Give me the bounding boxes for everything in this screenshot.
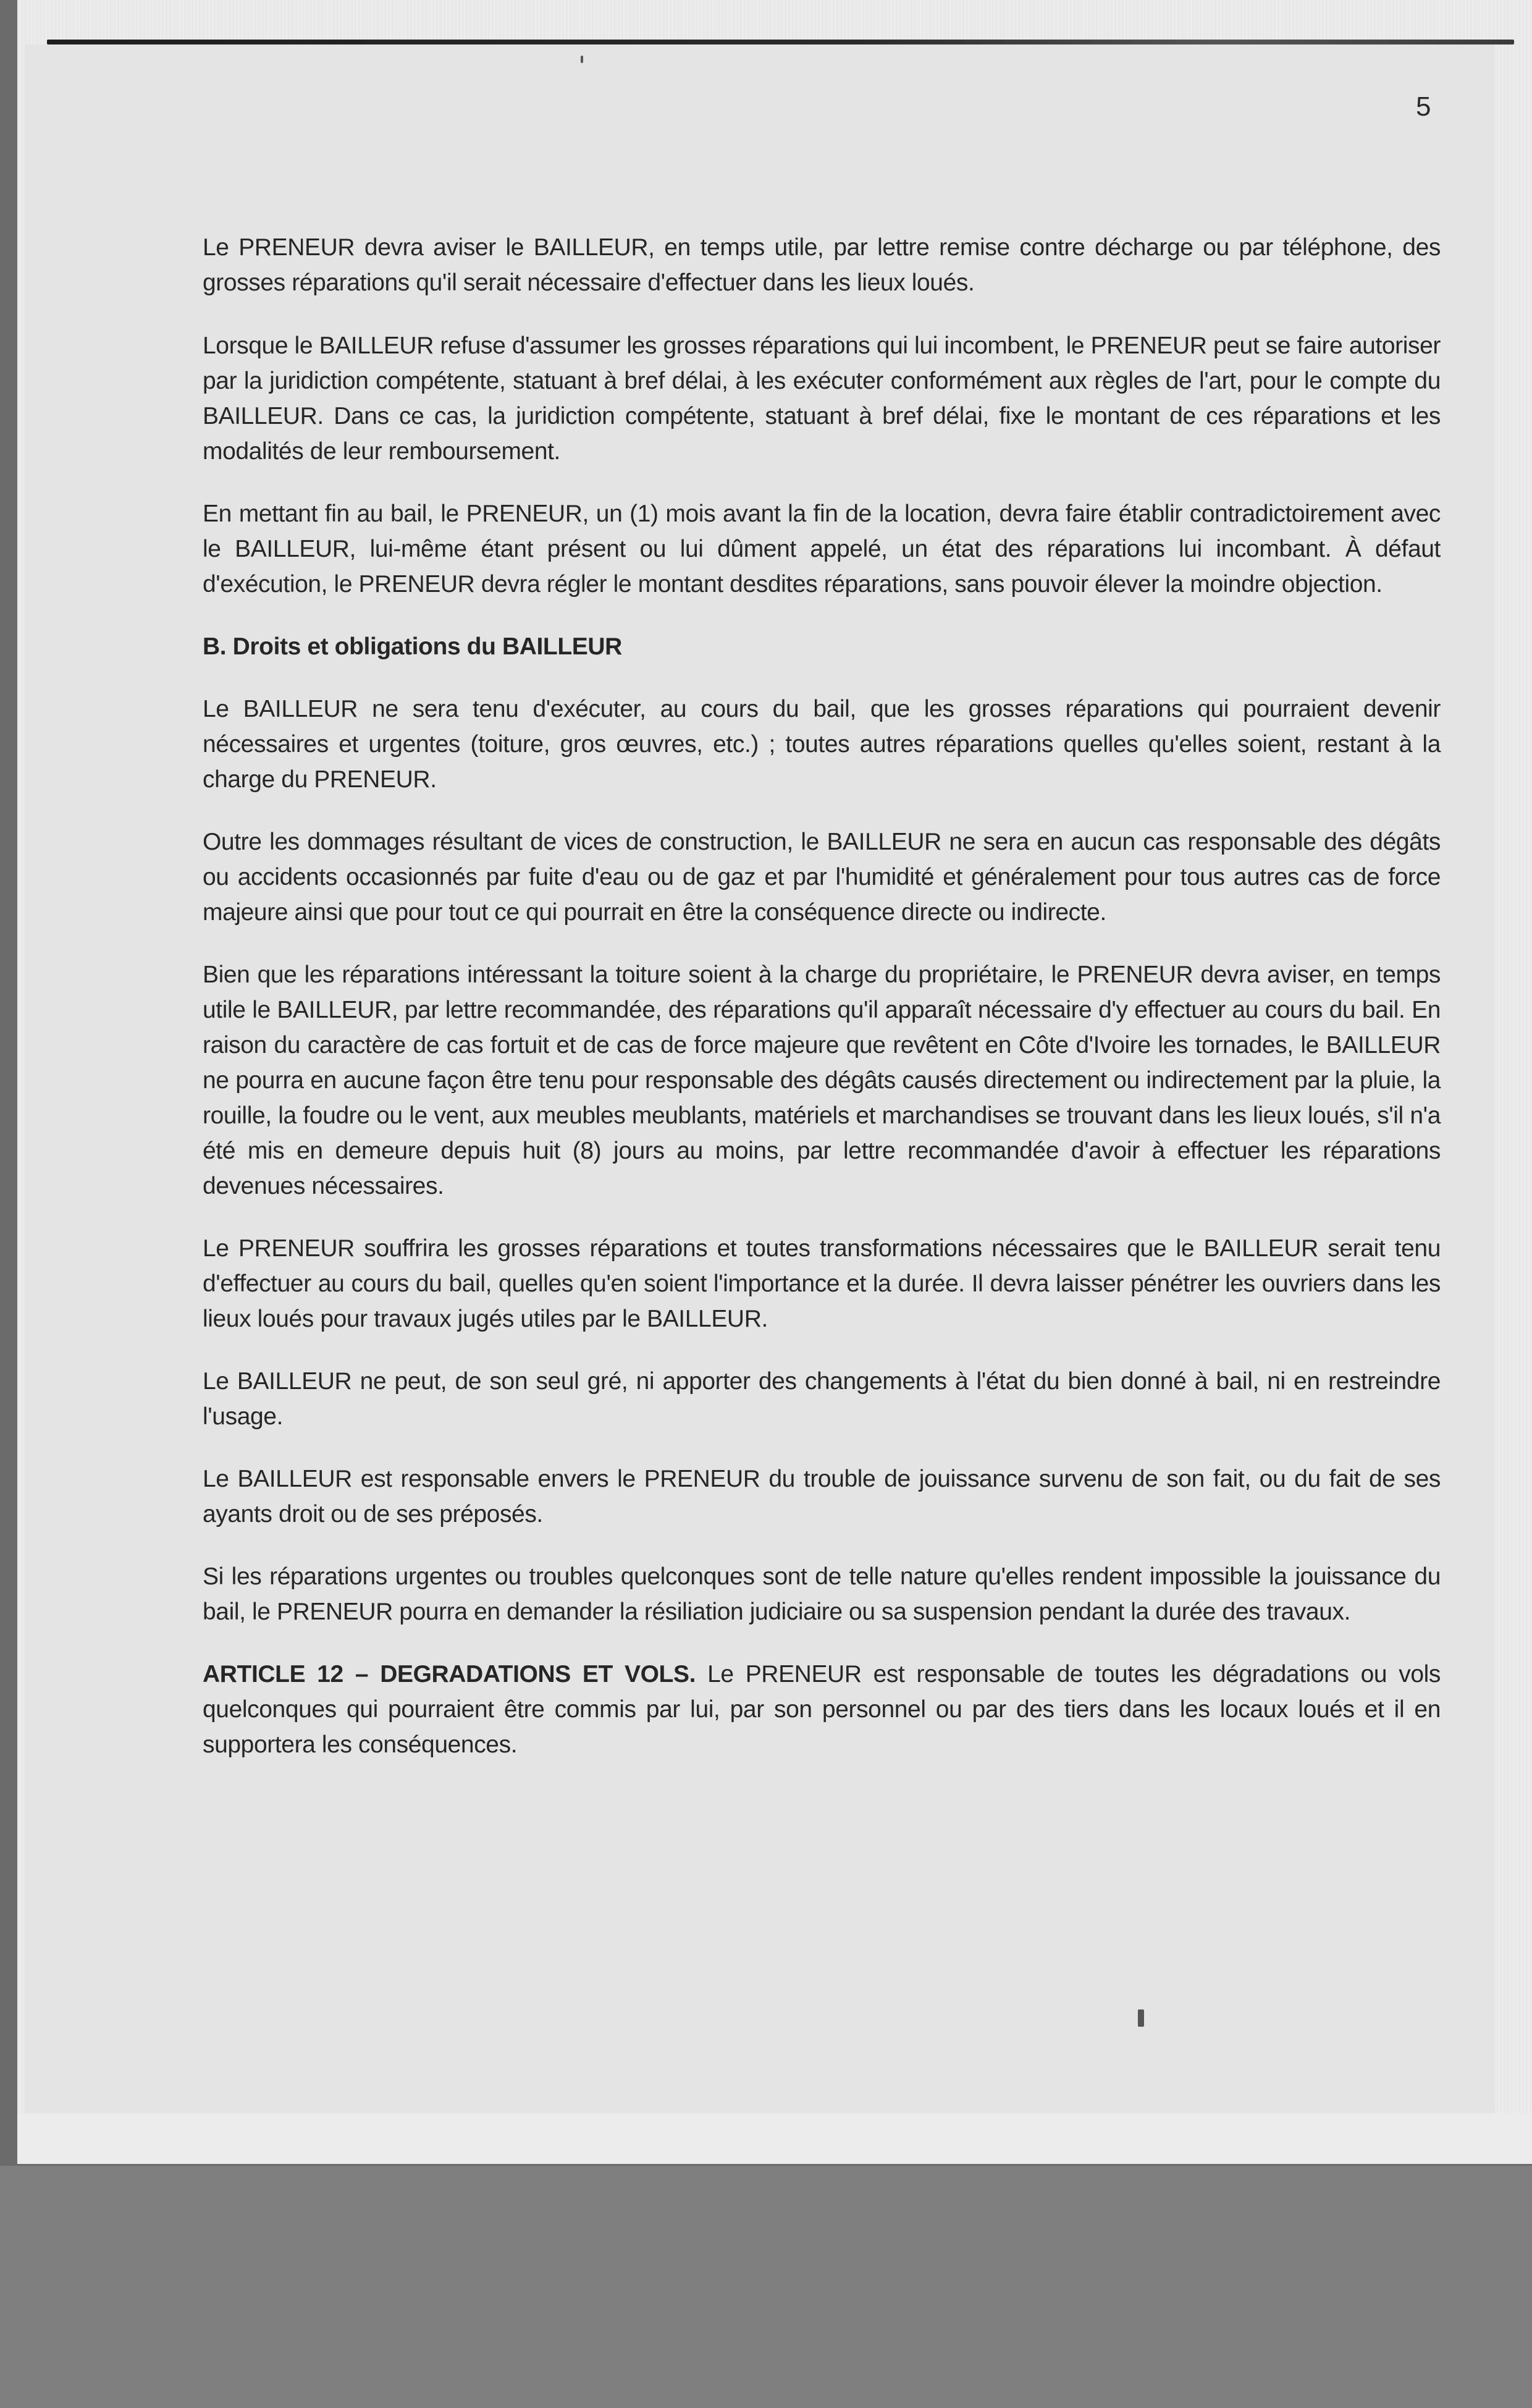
paragraph: Lorsque le BAILLEUR refuse d'assumer les grosses réparations qui lui incombent, le PRENEUR peut se faire autoriser par la juridiction compétente, statuant à bref délai, à les exécuter conformément aux règles de l'art, pour le compte du BAILLEUR. Dans ce cas, la juridiction compétente, statuant à bref délai, fixe le montant de ces réparations et les modalités de leur remboursement. xyxy=(203,332,1441,465)
paragraph: Si les réparations urgentes ou troubles quelconques sont de telle nature qu'elles rendent impossible la jouissance du bail, le PRENEUR pourra en demander la résiliation judiciaire ou sa suspension pendant la durée des travaux. xyxy=(203,1563,1441,1625)
paragraph: Le BAILLEUR ne peut, de son seul gré, ni apporter des changements à l'état du bien donné à bail, ni en restreindre l'usage. xyxy=(203,1368,1441,1430)
paragraph: Outre les dommages résultant de vices de construction, le BAILLEUR ne sera en aucun cas responsable des dégâts ou accidents occasionnés par fuite d'eau ou de gaz et par l'humidité et généralement pour tous autres cas de force majeure ainsi que pour tout ce qui pourrait en être la conséquence directe ou indirecte. xyxy=(203,829,1441,926)
scan-speck xyxy=(1138,2009,1144,2027)
scan-speck xyxy=(581,56,583,63)
paragraph: Le PRENEUR devra aviser le BAILLEUR, en temps utile, par lettre remise contre décharge ou par téléphone, des grosses réparations qu'il serait nécessaire d'effectuer dans les lieux loués. xyxy=(203,234,1441,296)
paragraph: Le BAILLEUR est responsable envers le PRENEUR du trouble de jouissance survenu de son fait, ou du fait de ses ayants droit ou de ses préposés. xyxy=(203,1466,1441,1527)
paragraph: En mettant fin au bail, le PRENEUR, un (1) mois avant la fin de la location, devra faire établir contradictoirement avec le BAILLEUR, lui-même étant présent ou lui dûment appelé, un état des réparations lui incombant. À défaut d'exécution, le PRENEUR devra régler le montant desdites réparations, sans pouvoir élever la moindre objection. xyxy=(203,501,1441,598)
section-heading: B. Droits et obligations du BAILLEUR xyxy=(203,633,622,660)
document-content xyxy=(203,230,1441,1789)
paragraph: Bien que les réparations intéressant la toiture soient à la charge du propriétaire, le PRENEUR devra aviser, en temps utile le BAILLEUR, par lettre recommandée, des réparations qu'il apparaît nécessaire d'y effectuer au cours du bail. En raison du caractère de cas fortuit et de cas de force majeure que revêtent en Côte d'Ivoire les tornades, le BAILLEUR ne pourra en aucune façon être tenu pour responsable des dégâts causés directement ou indirectement par la pluie, la rouille, la foudre ou le vent, aux meubles meublants, matériels et marchandises se trouvant dans les lieux loués, s'il n'a été mis en demeure depuis huit (8) jours au moins, par lettre recommandée d'avoir à effectuer les réparations devenues nécessaires. xyxy=(203,961,1441,1199)
page-number: 5 xyxy=(1416,91,1431,122)
article-text: Le PRENEUR est responsable de toutes les dégradations ou vols quelconques qui pourraient être commis par lui, par son personnel ou par des tiers dans les locaux loués et il en supportera les conséquences. xyxy=(203,1661,1441,1758)
page-bottom-margin xyxy=(17,2113,1532,2164)
article-12-paragraph xyxy=(203,1657,1441,1762)
paragraph: Le BAILLEUR ne sera tenu d'exécuter, au cours du bail, que les grosses réparations qui pourraient devenir nécessaires et urgentes (toiture, gros œuvres, etc.) ; toutes autres réparations quelles qu'elles soient, restant à la charge du PRENEUR. xyxy=(203,696,1441,793)
article-title: ARTICLE 12 – DEGRADATIONS ET VOLS. xyxy=(203,1661,696,1688)
header-rule xyxy=(47,40,1514,44)
paragraph: Le PRENEUR souffrira les grosses réparations et toutes transformations nécessaires que le BAILLEUR serait tenu d'effectuer au cours du bail, quelles qu'en soient l'importance et la durée. Il devra laisser pénétrer les ouvriers dans les lieux loués pour travaux jugés utiles par le BAILLEUR. xyxy=(203,1235,1441,1332)
